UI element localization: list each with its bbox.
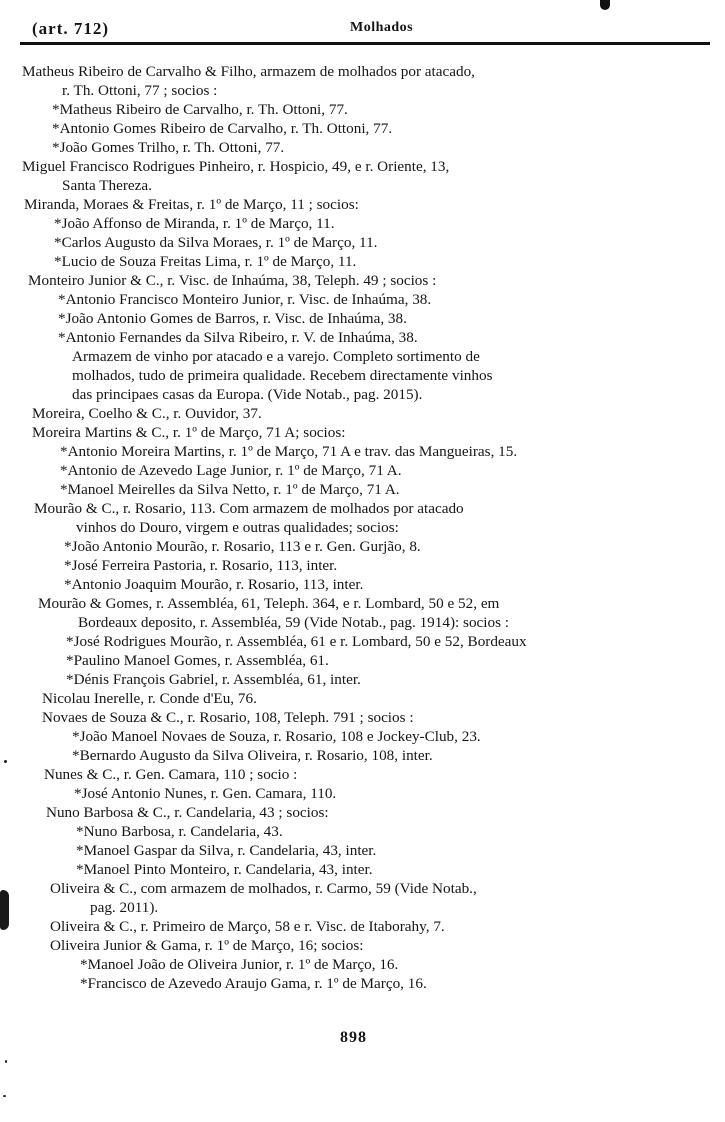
header-rule xyxy=(20,42,710,45)
entry-line: Bordeaux deposito, r. Assembléa, 59 (Vide Notab., pag. 1914): socios : xyxy=(78,614,510,631)
entry-line: *Bernardo Augusto da Silva Oliveira, r. Rosario, 108, inter. xyxy=(72,747,433,764)
section-title: Molhados xyxy=(350,20,414,35)
entry-line: Moreira Martins & C., r. 1º de Março, 71 A; socios: xyxy=(32,424,346,441)
page-number: 898 xyxy=(340,1029,367,1046)
entry-line: Mourão & C., r. Rosario, 113. Com armazem de molhados por atacado xyxy=(34,500,464,517)
scan-speck xyxy=(5,1060,7,1063)
entry-line: r. Th. Ottoni, 77 ; socios : xyxy=(62,82,218,99)
running-header xyxy=(20,18,710,44)
entry-line: Novaes de Souza & C., r. Rosario, 108, Teleph. 791 ; socios : xyxy=(42,709,414,726)
entry-line: molhados, tudo de primeira qualidade. Recebem directamente vinhos xyxy=(72,367,493,384)
entry-line: *José Ferreira Pastoria, r. Rosario, 113, inter. xyxy=(64,557,338,574)
article-reference: (art. 712) xyxy=(32,19,110,38)
entry-line: *João Antonio Mourão, r. Rosario, 113 e r. Gen. Gurjão, 8. xyxy=(64,538,421,555)
entry-line: *Manoel João de Oliveira Junior, r. 1º de Março, 16. xyxy=(80,956,399,973)
entry-line: *Antonio Joaquim Mourão, r. Rosario, 113, inter. xyxy=(64,576,364,593)
binding-mark xyxy=(0,890,9,930)
entry-line: Miguel Francisco Rodrigues Pinheiro, r. Hospicio, 49, e r. Oriente, 13, xyxy=(22,158,450,175)
entry-line: *José Antonio Nunes, r. Gen. Camara, 110. xyxy=(74,785,337,802)
entry-line: Mourão & Gomes, r. Assembléa, 61, Teleph. 364, e r. Lombard, 50 e 52, em xyxy=(38,595,500,612)
entry-line: *Dénis François Gabriel, r. Assembléa, 61, inter. xyxy=(66,671,361,688)
entry-line: *Paulino Manoel Gomes, r. Assembléa, 61. xyxy=(66,652,329,669)
entry-line: *Antonio Francisco Monteiro Junior, r. Visc. de Inhaúma, 38. xyxy=(58,291,432,308)
entry-line: Nicolau Inerelle, r. Conde d'Eu, 76. xyxy=(42,690,257,707)
entry-line: *Nuno Barbosa, r. Candelaria, 43. xyxy=(76,823,283,840)
entry-line: *Manoel Pinto Monteiro, r. Candelaria, 43, inter. xyxy=(76,861,373,878)
entry-line: *Lucio de Souza Freitas Lima, r. 1º de Março, 11. xyxy=(54,253,357,270)
entry-line: *Antonio Moreira Martins, r. 1º de Março, 71 A e trav. das Mangueiras, 15. xyxy=(60,443,518,460)
entry-line: Moreira, Coelho & C., r. Ouvidor, 37. xyxy=(32,405,262,422)
entry-line: *João Antonio Gomes de Barros, r. Visc. de Inhaúma, 38. xyxy=(58,310,407,327)
entry-line: *Antonio Fernandes da Silva Ribeiro, r. V. de Inhaúma, 38. xyxy=(58,329,418,346)
entry-line: *Antonio Gomes Ribeiro de Carvalho, r. Th. Ottoni, 77. xyxy=(52,120,393,137)
entry-line: *João Manoel Novaes de Souza, r. Rosario, 108 e Jockey-Club, 23. xyxy=(72,728,481,745)
entry-line: vinhos do Douro, virgem e outras qualidades; socios: xyxy=(76,519,399,536)
entry-line: Nunes & C., r. Gen. Camara, 110 ; socio : xyxy=(44,766,298,783)
entry-line: *José Rodrigues Mourão, r. Assembléa, 61 e r. Lombard, 50 e 52, Bordeaux xyxy=(66,633,527,650)
entry-line: Miranda, Moraes & Freitas, r. 1º de Março, 11 ; socios: xyxy=(24,196,359,213)
entry-line: *João Gomes Trilho, r. Th. Ottoni, 77. xyxy=(52,139,285,156)
entry-line: *Francisco de Azevedo Araujo Gama, r. 1º de Março, 16. xyxy=(80,975,427,992)
scan-speck xyxy=(4,760,7,763)
entry-line: Nuno Barbosa & C., r. Candelaria, 43 ; socios: xyxy=(46,804,329,821)
entry-line: pag. 2011). xyxy=(90,899,159,916)
entry-line: Monteiro Junior & C., r. Visc. de Inhaúma, 38, Teleph. 49 ; socios : xyxy=(28,272,437,289)
entry-line: *Matheus Ribeiro de Carvalho, r. Th. Ottoni, 77. xyxy=(52,101,348,118)
entry-line: das principaes casas da Europa. (Vide Notab., pag. 2015). xyxy=(72,386,423,403)
scan-speck xyxy=(3,1095,6,1097)
entry-line: *Manoel Meirelles da Silva Netto, r. 1º de Março, 71 A. xyxy=(60,481,400,498)
entry-line: Oliveira Junior & Gama, r. 1º de Março, 16; socios: xyxy=(50,937,364,954)
entry-line: Oliveira & C., com armazem de molhados, r. Carmo, 59 (Vide Notab., xyxy=(50,880,477,897)
scan-mark xyxy=(600,0,610,10)
entry-line: Matheus Ribeiro de Carvalho & Filho, armazem de molhados por atacado, xyxy=(22,63,475,80)
entry-line: *Manoel Gaspar da Silva, r. Candelaria, 43, inter. xyxy=(76,842,377,859)
entry-line: *Antonio de Azevedo Lage Junior, r. 1º de Março, 71 A. xyxy=(60,462,402,479)
entry-line: Santa Thereza. xyxy=(62,177,152,194)
entry-line: Armazem de vinho por atacado e a varejo. Completo sortimento de xyxy=(72,348,480,365)
entry-line: *Carlos Augusto da Silva Moraes, r. 1º de Março, 11. xyxy=(54,234,378,251)
entry-line: *João Affonso de Miranda, r. 1º de Março, 11. xyxy=(54,215,335,232)
entry-line: Oliveira & C., r. Primeiro de Março, 58 e r. Visc. de Itaborahy, 7. xyxy=(50,918,445,935)
